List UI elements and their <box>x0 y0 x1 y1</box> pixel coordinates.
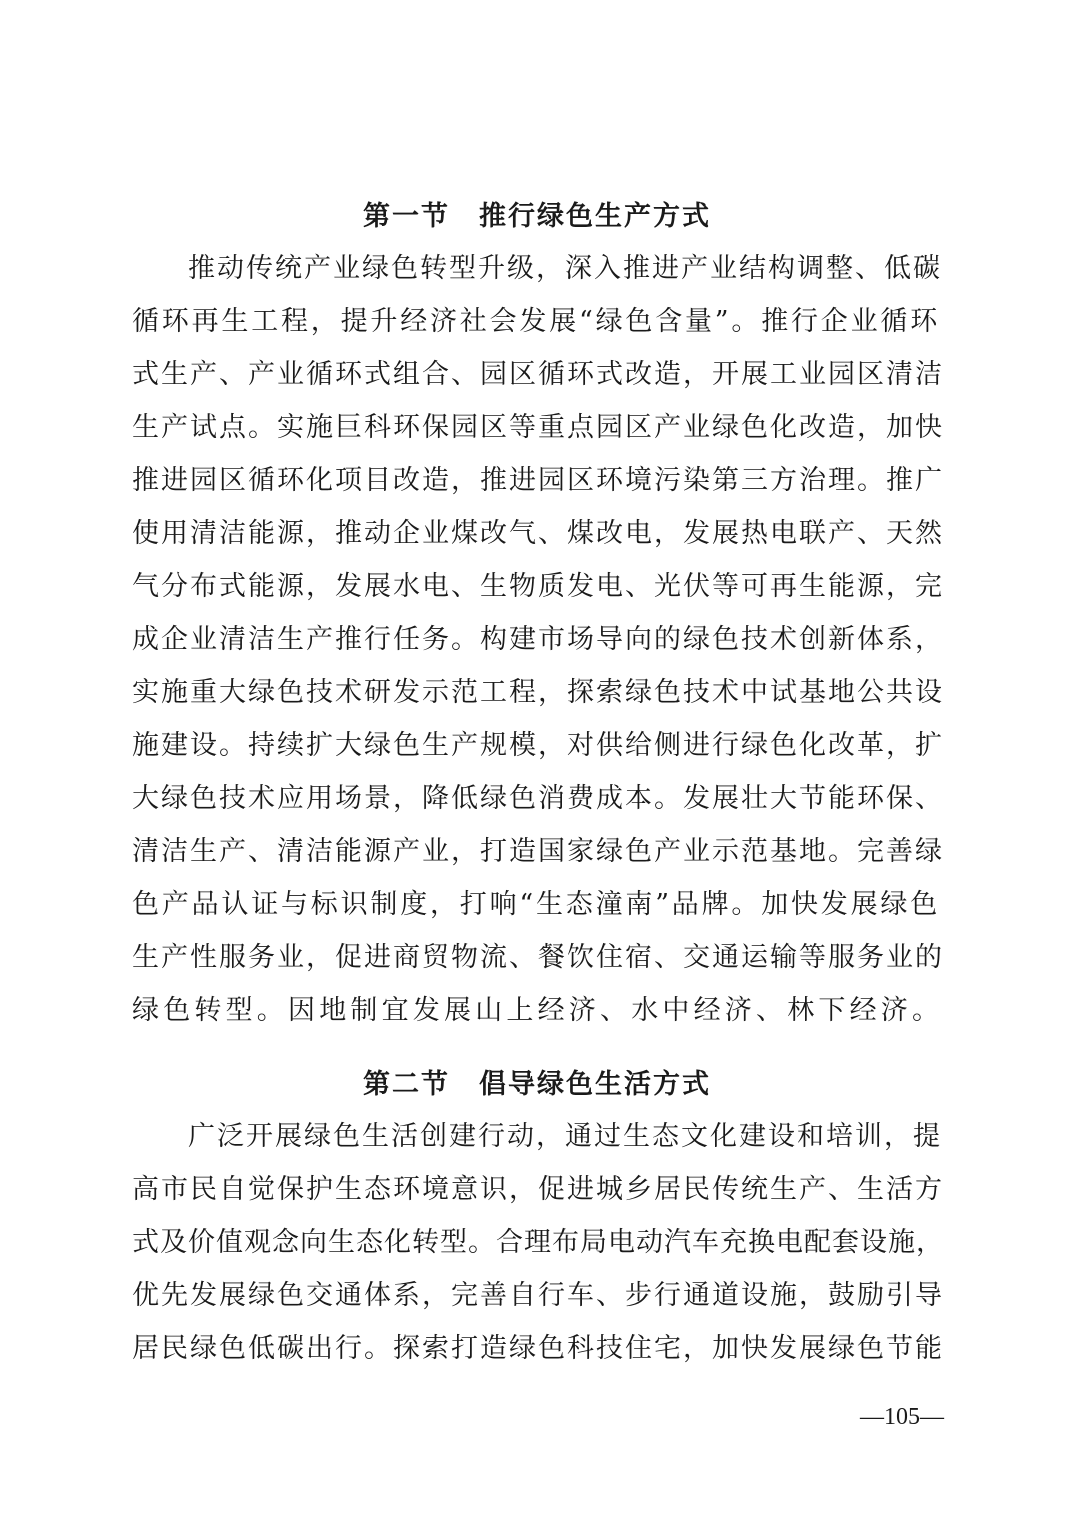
text-line: 色产品认证与标识制度，打响“生态潼南”品牌。加快发展绿色 <box>132 889 941 920</box>
section-1-paragraph <box>132 242 944 1037</box>
text-line: 循环再生工程，提升经济社会发展“绿色含量”。推行企业循环 <box>132 306 941 337</box>
section-2-paragraph <box>132 1110 944 1375</box>
text-line: 广泛开展绿色生活创建行动，通过生态文化建设和培训，提 <box>188 1121 942 1152</box>
text-line: 清洁生产、清洁能源产业，打造国家绿色产业示范基地。完善绿 <box>132 836 944 867</box>
text-line: 推动传统产业绿色转型升级，深入推进产业结构调整、低碳 <box>188 253 942 284</box>
text-line: 气分布式能源，发展水电、生物质发电、光伏等可再生能源，完 <box>132 571 944 602</box>
text-line: 推进园区循环化项目改造，推进园区环境污染第三方治理。推广 <box>132 465 944 496</box>
text-line: 居民绿色低碳出行。探索打造绿色科技住宅，加快发展绿色节能 <box>132 1333 944 1364</box>
text-line: 实施重大绿色技术研发示范工程，探索绿色技术中试基地公共设 <box>132 677 944 708</box>
section-1-heading: 第一节 推行绿色生产方式 <box>363 201 711 232</box>
section-2-heading: 第二节 倡导绿色生活方式 <box>363 1069 711 1100</box>
text-line: 使用清洁能源，推动企业煤改气、煤改电，发展热电联产、天然 <box>132 518 944 549</box>
text-line: 高市民自觉保护生态环境意识，促进城乡居民传统生产、生活方 <box>132 1174 944 1205</box>
text-line: 成企业清洁生产推行任务。构建市场导向的绿色技术创新体系， <box>132 624 944 655</box>
text-line: 绿色转型。因地制宜发展山上经济、水中经济、林下经济。 <box>132 995 944 1026</box>
text-line: 生产试点。实施巨科环保园区等重点园区产业绿色化改造，加快 <box>132 412 944 443</box>
page-number: —105— <box>860 1404 944 1430</box>
text-line: 大绿色技术应用场景，降低绿色消费成本。发展壮大节能环保、 <box>132 783 944 814</box>
text-line: 优先发展绿色交通体系，完善自行车、步行通道设施，鼓励引导 <box>132 1280 944 1311</box>
text-line: 式及价值观念向生态化转型。合理布局电动汽车充换电配套设施， <box>132 1227 944 1258</box>
text-line: 式生产、产业循环式组合、园区循环式改造，开展工业园区清洁 <box>132 359 944 390</box>
text-line: 生产性服务业，促进商贸物流、餐饮住宿、交通运输等服务业的 <box>132 942 944 973</box>
text-line: 施建设。持续扩大绿色生产规模，对供给侧进行绿色化改革，扩 <box>132 730 944 761</box>
